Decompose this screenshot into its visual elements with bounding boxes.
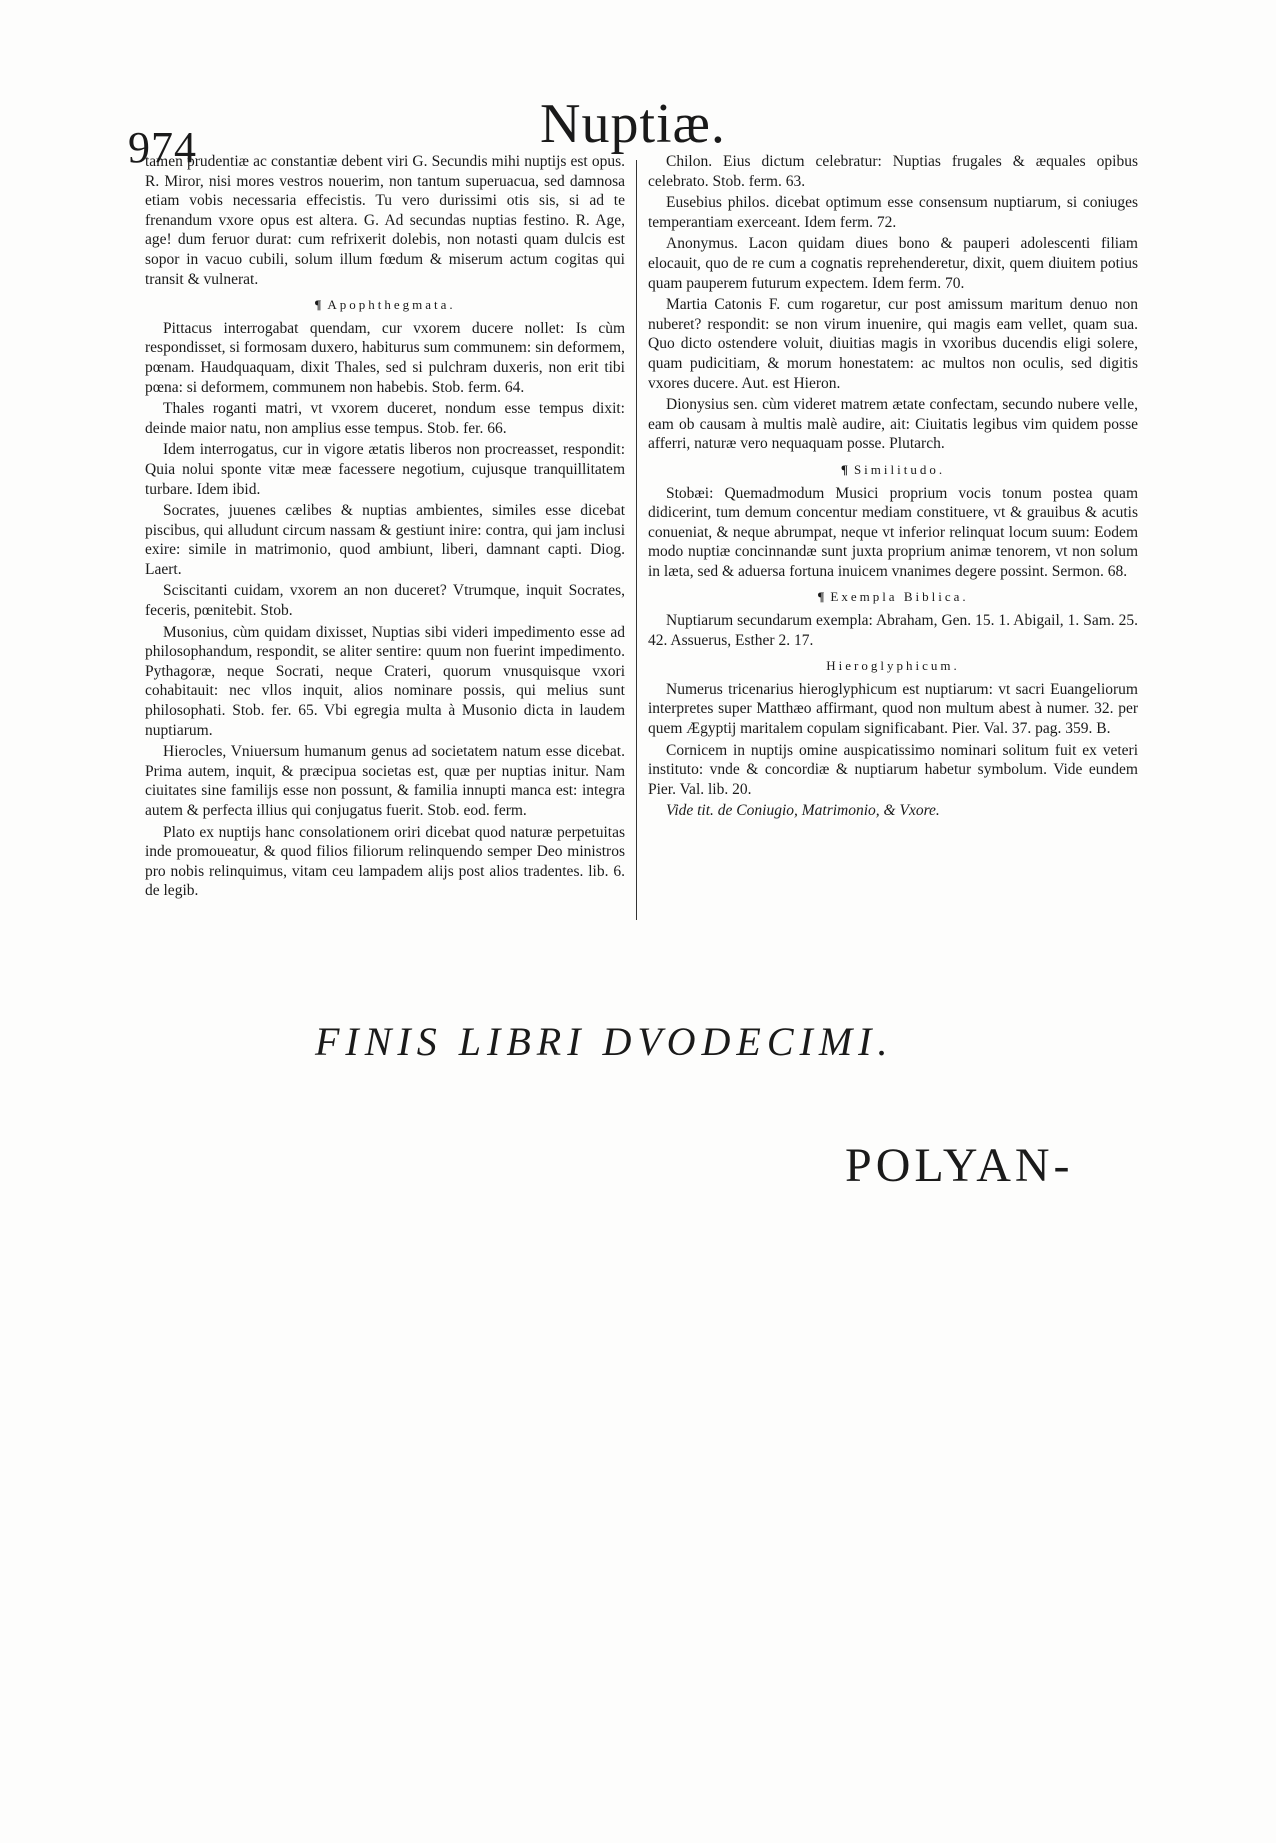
section-heading-hieroglyphicum: Hieroglyphicum. — [826, 658, 960, 674]
section-heading-text: Similitudo. — [853, 461, 946, 477]
column-divider — [636, 160, 637, 920]
section-heading-text: Apophthegmata. — [327, 297, 456, 313]
finis-line: FINIS LIBRI DVODECIMI. — [315, 1019, 894, 1064]
right-paragraph-5: Dionysius sen. cùm videret matrem ætate confectam, secundo nubere velle, eam ob causam à multis malè audire, ait: Ciuitatis legibus vim quidem posse afferri, naturæ vero nequaquam posse. Plutarch. — [648, 396, 1138, 453]
catchword: POLYAN- — [845, 1139, 1074, 1192]
right-paragraph-7: Nuptiarum secundarum exempla: Abraham, Gen. 15. 1. Abigail, 1. Sam. 25. 42. Assuerus, Esther 2. 17. — [648, 612, 1138, 649]
left-paragraph-4: Idem interrogatus, cur in vigore ætatis liberos non procreasset, respondit: Quia nolui sponte vitæ meæ facessere negotium, cujusque tranquillitatem turbare. Idem ibid. — [145, 441, 625, 498]
left-paragraph-1: tamen prudentiæ ac constantiæ debent viri G. Secundis mihi nuptijs est opus. R. Miror, nisi mores vestros nouerim, non tantum superuacua, sed damnosa etiam vobis necessaria effecistis. Tu vero durissimi otis sis, si ad te frenandum vxore opus est altera. G. Ad secundas nuptias festino. R. Age, age! dum feruor durat: cum refrixerit dolebis, non notasti quam dulcis est sopor in vacuo cubili, solum illum fœdum & miserum actum cogitas qui transit & vulnerat. — [145, 153, 625, 288]
left-paragraph-5: Socrates, juuenes cælibes & nuptias ambientes, similes esse dicebat piscibus, qui alludunt circum nassam & gestiunt inire: contra, qui jam inclusi exire: simile in matrimonio, quod ambiunt, liberi, damnant capti. Diog. Laert. — [145, 502, 625, 578]
left-paragraph-9: Plato ex nuptijs hanc consolationem oriri dicebat quod naturæ perpetuitas inde promoueatur, & quod filios filiorum relinquendo semper Deo ministros pro nobis relinquimus, vitam ceu lampadem alijs post alios tradentes. lib. 6. de legib. — [145, 823, 625, 900]
left-column — [145, 152, 625, 903]
right-paragraph-3: Anonymus. Lacon quidam diues bono & pauperi adolescenti filiam elocauit, quo de re cum a cognatis reprehenderetur, dixit, quem diuitem potius quam pauperem futurum expectem. Idem ferm. 70. — [648, 235, 1138, 292]
right-column — [648, 152, 1138, 823]
right-paragraph-6: Stobæi: Quemadmodum Musici proprium vocis tonum postea quam didicerint, tum demum concentur mediam constituere, vt & grauibus & acutis conueniat, & neque abrumpat, neque vt inferior relinquat locum suum: Eodem modo nuptiæ concinnandæ sunt juxta proprium animæ tenorem, vt non solum in læta, sed & aduersa fortuna inuicem vnanimes degere possint. Sermon. 68. — [648, 484, 1138, 580]
right-paragraph-10: Vide tit. de Coniugio, Matrimonio, & Vxore. — [666, 802, 940, 820]
section-heading-similitudo — [648, 460, 1138, 480]
section-heading-apophthegmata — [145, 295, 625, 315]
paragraph-mark-icon: ¶ — [840, 461, 848, 477]
section-heading-exempla-biblica — [648, 587, 1138, 607]
left-paragraph-2: Pittacus interrogabat quendam, cur vxorem ducere nollet: Is cùm respondisset, si formosam duxero, habiturus sum communem: sin deformem, pœnam. Haudquaquam, dixit Thales, sed si pulchram duxeris, non erit tibi pœna: si deformem, communem non habebis. Stob. ferm. 64. — [145, 319, 625, 396]
right-paragraph-8: Numerus tricenarius hieroglyphicum est nuptiarum: vt sacri Euangeliorum interpretes super Matthæo affirmant, quod non multum abest à numer. 32. per quem Ægyptij maritalem copulam significabant. Pier. Val. 37. pag. 359. B. — [648, 680, 1138, 738]
paragraph-mark-icon: ¶ — [817, 589, 825, 605]
left-paragraph-6: Sciscitanti cuidam, vxorem an non duceret? Vtrumque, inquit Socrates, feceris, pœnitebit. Stob. — [145, 582, 625, 620]
section-heading-text: Exempla Biblica. — [830, 589, 969, 605]
left-paragraph-3: Thales roganti matri, vt vxorem duceret, nondum esse tempus dixit: deinde maior natu, non amplius esse tempus. Stob. fer. 66. — [145, 400, 625, 437]
right-paragraph-4: Martia Catonis F. cum rogaretur, cur post amissum maritum denuo non nuberet? respondit: se non virum inuenire, qui magis eam vellet, quam sua. Quo dicto ostendere voluit, diuitias magis in vxoribus ducendis eligi solere, quam pudicitiam, & morum honestatem: ac multos non oculis, sed digitis vxores ducere. Aut. est Hieron. — [648, 296, 1138, 392]
left-paragraph-8: Hierocles, Vniuersum humanum genus ad societatem natum esse dicebat. Prima autem, inquit, & præcipua societas est, quæ per nuptias initur. Nam ciuitates sine familijs esse non possunt, & familia innupti manca est: integra autem & perfecta illius qui conjugatus fuerit. Stob. eod. ferm. — [145, 743, 625, 819]
paragraph-mark-icon: ¶ — [314, 297, 322, 313]
right-paragraph-9: Cornicem in nuptijs omine auspicatissimo nominari solitum fuit ex veteri instituto: vnde & concordiæ & nuptiarum habetur symbolum. Vide eundem Pier. Val. lib. 20. — [648, 741, 1138, 798]
right-paragraph-2: Eusebius philos. dicebat optimum esse consensum nuptiarum, si coniuges temperantiam exerceant. Idem ferm. 72. — [648, 194, 1138, 231]
running-head-title: Nuptiæ. — [540, 93, 726, 155]
left-paragraph-7: Musonius, cùm quidam dixisset, Nuptias sibi videri impedimento esse ad philosophandum, respondit, se aliter sentire: quum non fuerint impedimento. Pythagoræ, neque Socrati, neque Crateri, quorum vnusquisque vxori cohabitauit: nec vllos inquit, alios nominare possis, qui melius sunt philosophati. Stob. fer. 65. Vbi egregia multa à Musonio dicta in laudem nuptiarum. — [145, 623, 625, 739]
right-paragraph-1: Chilon. Eius dictum celebratur: Nuptias frugales & æquales opibus celebrato. Stob. ferm. 63. — [648, 153, 1138, 190]
page-number: 974 — [128, 123, 197, 172]
